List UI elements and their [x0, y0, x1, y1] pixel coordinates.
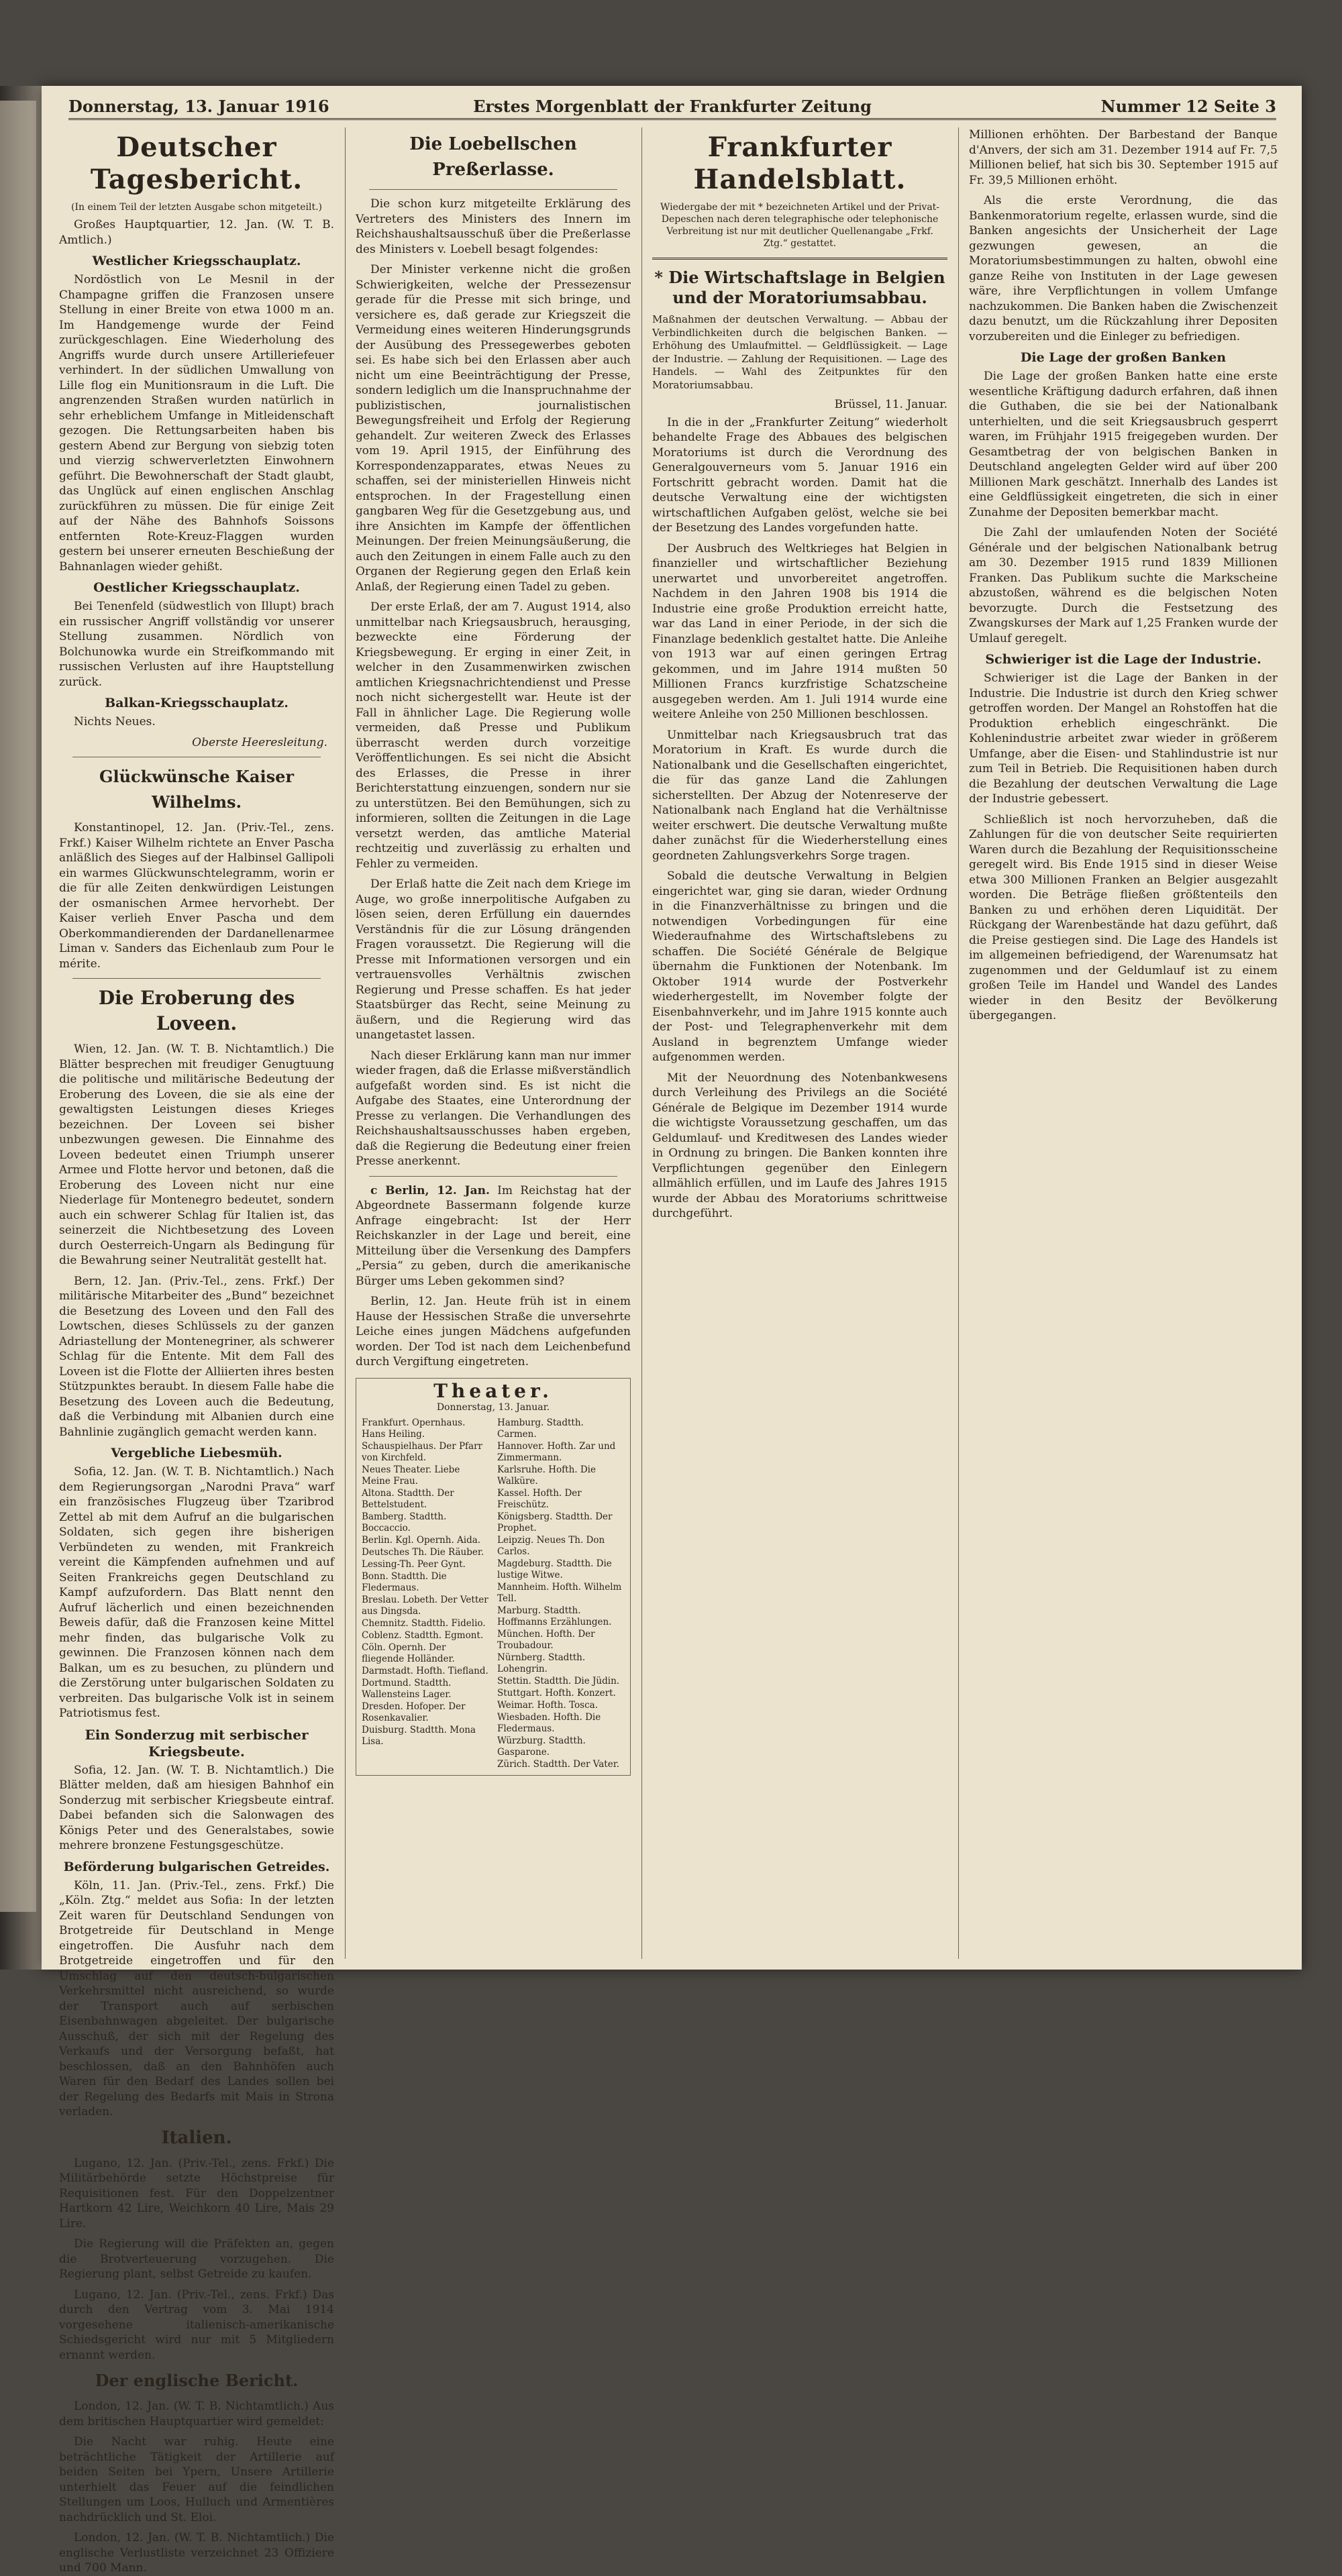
- col4-p2: Als die erste Verordnung, die das Bankenmoratorium regelte, erlassen wurde, sind die Banken angesichts der Unsicherheit der Lage gezwungen gewesen, an die Moratoriumsbestimmungen zu halten, obwohl eine ganze Reihe von Instituten in der Lage gewesen wäre, ihre Verpflichtungen in vollem Umfange nachzukommen. Die Banken haben die Zwischenzeit dazu benutzt, um die Rückzahlung ihrer Depositen vorzubereiten und die Einleger zu befriedigen.: [969, 194, 1278, 343]
- theater-date: Donnerstag, 13. Januar.: [436, 1402, 550, 1413]
- theater-box: [356, 1378, 631, 1776]
- col4-head2: Schwieriger ist die Lage der Industrie.: [985, 652, 1261, 667]
- theater-item: Stettin. Stadtth. Die Jüdin.: [497, 1676, 620, 1686]
- theater-item: Breslau. Lobeth. Der Vetter aus Dingsda.: [362, 1595, 488, 1617]
- theater-item: Neues Theater. Liebe Meine Frau.: [362, 1464, 460, 1487]
- theater-item: Nürnberg. Stadtth. Lohengrin.: [497, 1652, 586, 1674]
- header-paper-title: Erstes Morgenblatt der Frankfurter Zeitung: [473, 97, 872, 116]
- col3-p3: Unmittelbar nach Kriegsausbruch trat das Moratorium in Kraft. Es wurde durch die Nationalbank und die Gesellschaften eingerichtet, die für das ganze Land die Zahlungen sicherstellten. Der Abzug der Notenreserve der Nationalbank nach England hat die Verhältnisse weiter erschwert. Die deutsche Verwaltung mußte daher zunächst für die Wiederherstellung eines geordneten Zahlungsverkehrs Sorge tragen.: [652, 728, 947, 863]
- theater-title: Theater.: [433, 1379, 553, 1402]
- col2-news-text: Im Reichstag hat der Abgeordnete Bassermann folgende kurze Anfrage eingebracht: Ist der Herr Reichskanzler in der Lage und bereit, eine Mitteilung über die Versenkung des Dampfers „Persia“ zu geben, durch die amerikanische Bürger ums Leben gekommen sind?: [356, 1183, 631, 1288]
- theater-item: Darmstadt. Hofth. Tiefland.: [362, 1666, 488, 1676]
- theater-item: Cöln. Opernh. Der fliegende Holländer.: [362, 1642, 455, 1664]
- col1-west-head: Westlicher Kriegsschauplatz.: [92, 254, 301, 268]
- col3-p4: Sobald die deutsche Verwaltung in Belgien eingerichtet war, ging sie daran, wieder Ordnung in die Finanzverhältnisse zu bringen und die notwendigen Vorbedingungen für eine Wiederaufnahme des Wirtschaftslebens zu schaffen. Die Société Générale de Belgique übernahm die Funktionen der Notenbank. Im Oktober 1914 wurde der Postverkehr wiederhergestellt, im November folgte der Eisenbahnverkehr, und im Jahre 1915 konnte auch der Post- und Telegraphenverkehr mit dem Ausland in begrenztem Umfange wieder aufgenommen werden.: [652, 869, 947, 1064]
- col2-news-head: c Berlin, 12. Jan.: [370, 1183, 490, 1197]
- col3-rule: [652, 258, 947, 260]
- col2-title: Die Loebellschen Preßerlasse.: [409, 134, 577, 180]
- col3-head: * Die Wirtschaftslage in Belgien und der Moratoriumsabbau.: [654, 268, 945, 307]
- previous-page-edge: [0, 101, 36, 1912]
- col3-title: Frankfurter Handelsblatt.: [693, 131, 907, 195]
- theater-list-b: [497, 1417, 625, 1771]
- column-1: [59, 127, 334, 2575]
- col1-east-text: Bei Tenenfeld (südwestlich von Illupt) brach ein russischer Angriff vollständig vor unserer Stellung zusammen. Nördlich von Bolchunowka wurde ein Streifkommando mit russischen Verlusten auf ihre Hauptstellung zurück.: [59, 600, 334, 689]
- column-3: [652, 127, 947, 1959]
- col1-h6: Beförderung bulgarischen Getreides.: [63, 1859, 330, 1874]
- newspaper-page: [42, 86, 1302, 2575]
- theater-item: Königsberg. Stadtth. Der Prophet.: [497, 1511, 613, 1534]
- col4-p4: Die Zahl der umlaufenden Noten der Société Générale und der belgischen Nationalbank betrug am 30. Dezember 1915 rund 1839 Millionen Franken. Das Publikum suchte die Markscheine abzustoßen, während es die belgischen Noten bevorzugte. Durch die Festsetzung des Zwangskurses der Mark auf 1,25 Franken wurde der Umlauf geregelt.: [969, 526, 1278, 645]
- col3-p5: Mit der Neuordnung des Notenbankwesens durch Verleihung des Privilegs an die Société Générale de Belgique im Dezember 1914 wurde die wichtigste Voraussetzung geschaffen, um das Geldumlauf- und Kreditwesen des Landes wieder in Ordnung zu bringen. Die Banken konnten ihre Verpflichtungen gegenüber den Einlegern allmählich erfüllen, und im Laufe des Jahres 1915 wurde der Abbau des Moratoriums schrittweise durchgeführt.: [652, 1071, 947, 1220]
- col1-h4-text: Sofia, 12. Jan. (W. T. B. Nichtamtlich.) Nach dem Regierungsorgan „Narodni Prava“ warf ein französisches Flugzeug über Tzaribrod Zettel ab mit dem Aufruf an die bulgarischen Soldaten, sich gegen ihre bisherigen Verbündeten zu wenden, mit Frankreich vereint die Kämpfenden aufnehmen und auf Seiten Frankreichs gegen Deutschland zu Kampf aufzufordern. Das Blatt nennt den Aufruf lächerlich und einen bezeichnenden Beweis dafür, daß die Franzosen keine Mittel mehr finden, das bulgarische Volk zu gewinnen. Die Franzosen können nach dem Balkan, um es zu besuchen, zu plündern und die Zerstörung unter bulgarischen Soldaten zu verbreiten. Das bulgarische Volk ist in seinem Patriotismus fest.: [59, 1465, 334, 1720]
- theater-item: Magdeburg. Stadtth. Die lustige Witwe.: [497, 1558, 612, 1580]
- col1-east-head: Oestlicher Kriegsschauplatz.: [93, 580, 300, 595]
- theater-item: Berlin. Kgl. Opernh. Aida.: [362, 1535, 481, 1546]
- col2-rule: [369, 189, 617, 190]
- col1-h3: Die Eroberung des Loveen.: [98, 987, 295, 1034]
- column-divider: [345, 127, 346, 1959]
- col1-h2: Glückwünsche Kaiser Wilhelms.: [99, 767, 294, 812]
- col4-p1: Millionen erhöhten. Der Barbestand der Banque d'Anvers, der sich am 31. Dezember 1914 auf Fr. 7,5 Millionen belief, hat sich bis 30. September 1915 auf Fr. 39,5 Millionen erhöht.: [969, 128, 1278, 187]
- col2-news2: Berlin, 12. Jan. Heute früh ist in einem Hause der Hessischen Straße die unversehrte Leiche eines jungen Mädchens aufgefunden worden. Der Tod ist nach dem Leichenbefund durch Vergiftung eingetreten.: [356, 1295, 631, 1368]
- theater-item: Kassel. Hofth. Der Freischütz.: [497, 1488, 582, 1510]
- theater-item: Deutsches Th. Die Räuber.: [362, 1547, 484, 1558]
- theater-item: Karlsruhe. Hofth. Die Walküre.: [497, 1464, 596, 1487]
- col1-title: Deutscher Tagesbericht.: [90, 131, 303, 195]
- theater-item: München. Hofth. Der Troubadour.: [497, 1629, 595, 1651]
- theater-item: Frankfurt. Opernhaus. Hans Heiling.: [362, 1417, 466, 1440]
- col1-west-text: Nordöstlich von Le Mesnil in der Champagne griffen die Franzosen unsere Stellung in einer Breite von etwa 1000 m an. Im Handgemenge wurde der Feind zurückgeschlagen. Eine Wiederholung des Angriffs wurde durch unsere Artilleriefeuer verhindert. In der südlichen Umwallung von Lille flog ein Munitionsraum in die Luft. Die angrenzenden Straßen wurden natürlich in sehr erheblichem Umfange in Mitleidenschaft gezogen. Die Rettungsarbeiten haben bis gestern Abend zur Bergung von siebzig toten und vierzig schwerverletzten Einwohnern geführt. Die Bewohnerschaft der Stadt glaubt, das Unglück auf einen englischen Anschlag zurückführen zu müssen. Die für einige Zeit auf der Nähe des Bahnhofs Soissons entfernten Rote-Kreuz-Flaggen wurden gestern bei unserer erneuten Beschießung der Bahnanlagen wieder gehißt.: [59, 273, 334, 574]
- col1-h3-text2: Bern, 12. Jan. (Priv.-Tel., zens. Frkf.) Der militärische Mitarbeiter des „Bund“ bezeichnet die Besetzung des Loveen und den Fall des Lowtschen, dieses Schlüssels zu der ganzen Adriastellung der Montenegriner, als schwerer Schlag für die Entente. Mit dem Fall des Loveen ist die Flotte der Alliierten ihres besten Stützpunktes beraubt. In diesem Falle habe die Besetzung des Loveen auch die Bedeutung, daß die Verbindung mit Albanien durch eine Bahnlinie zugänglich gemacht werden kann.: [59, 1274, 334, 1439]
- col3-p1: In die in der „Frankfurter Zeitung“ wiederholt behandelte Frage des Abbaues des belgischen Moratoriums ist durch die Verordnung des Generalgouverneurs vom 5. Januar 1916 ein Fortschritt gebracht worden. Damit hat die deutsche Verwaltung eine der wichtigsten wirtschaftlichen Aufgaben gelöst, welche sie bei der Besetzung des Landes vorgefunden hatte.: [652, 415, 947, 535]
- col2-p1: Die schon kurz mitgeteilte Erklärung des Vertreters des Ministers des Innern im Reichshaushaltsausschuß über die Preßerlasse des Ministers v. Loebell besagt folgendes:: [356, 197, 631, 256]
- col1-h7-text2: Die Regierung will die Präfekten an, gegen die Brotverteuerung vorzugehen. Die Regierung plant, selbst Getreide zu kaufen.: [59, 2237, 334, 2281]
- col1-h4: Vergebliche Liebesmüh.: [111, 1446, 282, 1460]
- col1-h5: Ein Sonderzug mit serbischer Kriegsbeute.: [85, 1726, 309, 1760]
- col2-rule: [369, 1176, 617, 1177]
- col1-balkan-sign: Oberste Heeresleitung.: [192, 735, 327, 749]
- column-4: [969, 127, 1278, 1959]
- col4-p6: Schließlich ist noch hervorzuheben, daß die Zahlungen für die von deutscher Seite requirierten Waren durch die Bezahlung der Requisitionsscheine geregelt wird. Bis Ende 1915 sind in dieser Weise etwa 300 Millionen Franken an Belgier ausgezahlt worden. Die Beträge fließen größtenteils den Banken zu und erhöhen deren Liquidität. Der Rückgang der Warenbestände hat dazu geführt, daß die Preise gestiegen sind. Die Lage des Handels ist im allgemeinen befriedigend, der Warenumsatz hat zugenommen und der Geldumlauf ist zu einem großen Teile im Handel und Wandel des Landes wieder in den Besitz der Bevölkerung übergegangen.: [969, 812, 1278, 1022]
- theater-item: Stuttgart. Hofth. Konzert.: [497, 1688, 616, 1699]
- col1-balkan-head: Balkan-Kriegsschauplatz.: [105, 696, 289, 710]
- theater-item: Zürich. Stadtth. Der Vater.: [497, 1759, 619, 1770]
- col1-h8-text1: London, 12. Jan. (W. T. B. Nichtamtlich.) Aus dem britischen Hauptquartier wird gemeldet:: [59, 2400, 334, 2428]
- theater-list-a: [362, 1417, 489, 1771]
- col3-note: Wiedergabe der mit * bezeichneten Artikel und der Privat-Depeschen nach deren telegraphische oder telephonische Verbreitung ist nur mit deutlicher Quellenangabe „Frkf. Ztg.“ gestattet.: [660, 202, 940, 249]
- theater-item: Hamburg. Stadtth. Carmen.: [497, 1417, 584, 1440]
- theater-item: Coblenz. Stadtth. Egmont.: [362, 1630, 484, 1641]
- column-divider: [641, 127, 642, 1959]
- column-divider: [958, 127, 959, 1959]
- col1-h3-text1: Wien, 12. Jan. (W. T. B. Nichtamtlich.) Die Blätter besprechen mit freudiger Genugtuung die politische und militärische Bedeutung der Eroberung des Loveen, die sie als eine der gewaltigsten Leistungen dieses Krieges bezeichnen. Der Loveen sei bisher unbezwungen gewesen. Die Einnahme des Loveen bedeutet einen Triumph unserer Armee und Flotte hervor und betonen, daß die Eroberung des Loveen nicht nur eine Niederlage für Montenegro bedeutet, sondern auch ein schwerer Schlag für Italien ist, das seinerzeit die Nichtbesetzung des Loveen durch Oesterreich-Ungarn als Bedingung für die Bewahrung seiner Neutralität gestellt hat.: [59, 1042, 334, 1267]
- col2-p4: Der Erlaß hatte die Zeit nach dem Kriege im Auge, wo große innerpolitische Aufgaben zu lösen seien, deren Erfüllung ein dauerndes Verständnis für die zur Lösung drängenden Fragen voraussetzt. Die Regierung will die Presse mit Informationen versorgen und ein vertrauensvolles Verhältnis zwischen Regierung und Presse schaffen. Es hat jeder Staatsbürger das Recht, seine Meinung zu äußern, und die Regierung wird das unangetastet lassen.: [356, 877, 631, 1042]
- col1-rule: [72, 978, 321, 979]
- col1-h6-text: Köln, 11. Jan. (Priv.-Tel., zens. Frkf.) Die „Köln. Ztg.“ meldet aus Sofia: In der letzten Zeit waren für Deutschland Sendungen von Brotgetreide für Deutschland in Menge eingetroffen. Die Ausfuhr nach dem Brotgetreide eingetroffen und für den Umschlag auf den deutsch-bulgarischen Verkehrsmittel nicht ausreichend, so wurde der Transport auch auf serbischen Eisenbahnwagen abgeleitet. Der bulgarische Ausschuß, der sich mit der Regelung des Verkaufs und der Versorgung befaßt, hat beschlossen, daß an den Bahnhöfen auch Waren für den Bedarf des Landes sollen bei der Regelung des Bedarfs mit Mais in Strona verladen.: [59, 1878, 334, 2118]
- theater-item: Bamberg. Stadtth. Boccaccio.: [362, 1511, 447, 1534]
- col2-p3: Der erste Erlaß, der am 7. August 1914, also unmittelbar nach Kriegsausbruch, herausging, bezweckte eine Förderung der Kriegsbewegung. Er erging in einer Zeit, in welcher in den Zusammenwirken zwischen amtlichen Kriegsnachrichtendienst und Presse noch nicht sichergestellt war. Heute ist der Fall in ähnlicher Lage. Die Regierung wolle vermeiden, daß Presse und Publikum überrascht werden durch vorzeitige Veröffentlichungen. Es sei nicht die Absicht des Erlasses, die Presse in ihrer Berichterstattung einzuengen, sondern nur sie zu unterstützen. Bei den Bemühungen, sich zu informieren, sollten die Zeitungen in die Lage versetzt werden, das amtliche Material rechtzeitig und zuverlässig zu erhalten und Fehler zu vermeiden.: [356, 600, 631, 871]
- col1-h7-text3: Lugano, 12. Jan. (Priv.-Tel., zens. Frkf.) Das durch den Vertrag vom 3. Mai 1914 vorgesehene italienisch-amerikanische Schiedsgericht wird nur mit 5 Mitgliedern ernannt werden.: [59, 2288, 334, 2362]
- col4-head1: Die Lage der großen Banken: [1020, 350, 1227, 365]
- theater-item: Weimar. Hofth. Tosca.: [497, 1700, 598, 1711]
- theater-item: Altona. Stadtth. Der Bettelstudent.: [362, 1488, 454, 1510]
- theater-item: Leipzig. Neues Th. Don Carlos.: [497, 1535, 605, 1557]
- theater-item: Dresden. Hofoper. Der Rosenkavalier.: [362, 1701, 466, 1723]
- col1-h8: Der englische Bericht.: [95, 2371, 299, 2390]
- theater-item: Lessing-Th. Peer Gynt.: [362, 1559, 466, 1570]
- col2-p2: Der Minister verkenne nicht die großen Schwierigkeiten, welche der Pressezensur gerade für die Presse mit sich bringe, und versichere es, daß gerade zur Kriegszeit die Vermeidung eines weiteren Hinderungsgrunds der Ausübung des Pressegewerbes geboten sei. Es habe sich bei den Erlassen aber auch nicht um eine Beeinträchtigung der Presse, sondern lediglich um die Inanspruchnahme der publizistischen, journalistischen Bewegungsfreiheit und Erfolg der Regierung gehandelt. Zur weiteren Zweck des Erlasses vom 19. April 1915, der Einführung des Korrespondenzapparates, etwas Neues zu schaffen, sei der ministeriellen Hinweis nicht entsprochen. In der Fragestellung einen gangbaren Weg für die Gesetzgebung aus, und ihre Ansichten im Kampfe der öffentlichen Meinungen. Der freien Meinungsäußerung, die auch den Zeitungen in einem Falle auch zu den Organen der Regierung gegen den Erlaß kein Anlaß, der Regierung einen Tadel zu geben.: [356, 263, 631, 594]
- theater-item: Marburg. Stadtth. Hoffmanns Erzählungen.: [497, 1605, 612, 1627]
- col1-hq: Großes Hauptquartier, 12. Jan. (W. T. B. Amtlich.): [59, 218, 334, 247]
- col1-note: (In einem Teil der letzten Ausgabe schon mitgeteilt.): [70, 202, 322, 213]
- col1-h7-text1: Lugano, 12. Jan. (Priv.-Tel., zens. Frkf.) Die Militärbehörde setzte Höchstpreise für Requisitionen fest. Für den Doppelzentner Hartkorn 42 Lire, Weichkorn 40 Lire, Mais 29 Lire.: [59, 2156, 334, 2231]
- page-header: [68, 93, 1276, 120]
- col1-h8-text3: London, 12. Jan. (W. T. B. Nichtamtlich.) Die englische Verlustliste verzeichnet 23 Offiziere und 700 Mann.: [59, 2531, 334, 2575]
- theater-item: Chemnitz. Stadtth. Fidelio.: [362, 1618, 486, 1629]
- col2-p5: Nach dieser Erklärung kann man nur immer wieder fragen, daß die Erlasse mißverständlich aufgefaßt worden sind. Es ist nicht die Aufgabe des Staates, eine Unterordnung der Presse zu verlangen. Die Verhandlungen des Reichshaushaltsausschusses haben ergeben, daß die Regierung die Bedeutung einer freien Presse anerkennt.: [356, 1049, 631, 1168]
- col4-p3: Die Lage der großen Banken hatte eine erste wesentliche Kräftigung dadurch erfahren, daß ihnen die Guthaben, die sie bei der Nationalbank unterhielten, und die seit Kriegsausbruch gesperrt waren, im Frühjahr 1915 freigegeben wurden. Der Gesamtbetrag der von belgischen Banken in Deutschland angelegten Gelder wird auf über 200 Millionen Mark geschätzt. Innerhalb des Landes ist eine Geldflüssigkeit eingetreten, die sich in einer Zunahme der Depositen bemerkbar macht.: [969, 370, 1278, 519]
- theater-item: Mannheim. Hofth. Wilhelm Tell.: [497, 1582, 622, 1604]
- theater-item: Schauspielhaus. Der Pfarr von Kirchfeld.: [362, 1441, 482, 1463]
- col1-h5-text: Sofia, 12. Jan. (W. T. B. Nichtamtlich.) Die Blätter melden, daß am hiesigen Bahnhof ein Sonderzug mit serbischer Kriegsbeute eintraf. Dabei befanden sich die Salonwagen des Königs Peter und des Generalstabes, sowie mehrere bronzene Festungsgeschütze.: [59, 1763, 334, 1852]
- col3-p2: Der Ausbruch des Weltkrieges hat Belgien in finanzieller und wirtschaftlicher Beziehung unerwartet und unvorbereitet angetroffen. Nachdem in den Jahren 1908 bis 1914 die Industrie eine große Produktion erreicht hatte, war das Land in einer Periode, in der sich die Finanzlage bedenklich gestaltet hatte. Die Anleihe von 1913 war auf einen geringen Ertrag gekommen, und im Jahre 1914 mußten 50 Millionen Francs kurzfristige Schatzscheine ausgegeben werden. Am 1. Juli 1914 wurde eine weitere Anleihe von 250 Millionen beschlossen.: [652, 541, 947, 721]
- header-issue: Nummer 12 Seite 3: [1100, 97, 1276, 116]
- col1-h8-text2: Die Nacht war ruhig. Heute eine beträchtliche Tätigkeit der Artillerie auf beiden Seiten bei Ypern, Unsere Artillerie unterhielt das Feuer auf die feindlichen Stellungen um Loos, Hulluch und Armentières nachdrücklich und St. Eloi.: [59, 2435, 334, 2524]
- col4-p5: Schwieriger ist die Lage der Banken in der Industrie. Die Industrie ist durch den Krieg schwer getroffen worden. Der Mangel an Rohstoffen hat die Produktion erheblich eingeschränkt. Die Kohlenindustrie arbeitet zwar wieder in größerem Umfange, aber die Eisen- und Stahlindustrie ist nur zum Teil in Betrieb. Die Requisitionen haben durch die Bezahlung der deutschen Verwaltung die Lage der Industrie gebessert.: [969, 672, 1278, 806]
- theater-item: Bonn. Stadtth. Die Fledermaus.: [362, 1571, 447, 1593]
- col3-dateline: Brüssel, 11. Januar.: [834, 398, 947, 411]
- col3-summary: Maßnahmen der deutschen Verwaltung. — Abbau der Verbindlichkeiten durch die belgischen Banken. — Erhöhung des Umlaufmittel. — Geldflüssigkeit. — Lage der Industrie. — Zahlung der Requisitionen. — Lage des Handels. — Wahl des Zeitpunktes für den Moratoriumsabbau.: [652, 313, 947, 391]
- col1-balkan-text: Nichts Neues.: [74, 715, 156, 729]
- theater-item: Duisburg. Stadtth. Mona Lisa.: [362, 1725, 476, 1747]
- column-2: [356, 127, 631, 1959]
- theater-item: Dortmund. Stadtth. Wallensteins Lager.: [362, 1678, 452, 1700]
- col1-h7: Italien.: [161, 2127, 232, 2148]
- theater-item: Wiesbaden. Hofth. Die Fledermaus.: [497, 1712, 601, 1734]
- col1-h2-text: Konstantinopel, 12. Jan. (Priv.-Tel., zens. Frkf.) Kaiser Wilhelm richtete an Enver Pascha anläßlich des Sieges auf der Halbinsel Gallipoli ein warmes Glückwunschtelegramm, worin er die für alle Zeiten denkwürdigen Leistungen der osmanischen Armee hervorhebt. Der Kaiser verlieh Enver Pascha und dem Oberkommandierenden der Dardanellenarmee Liman v. Sanders das Eichenlaub zum Pour le mérite.: [59, 821, 334, 971]
- theater-item: Würzburg. Stadtth. Gasparone.: [497, 1735, 586, 1758]
- theater-item: Hannover. Hofth. Zar und Zimmermann.: [497, 1441, 616, 1463]
- header-date: Donnerstag, 13. Januar 1916: [68, 97, 329, 116]
